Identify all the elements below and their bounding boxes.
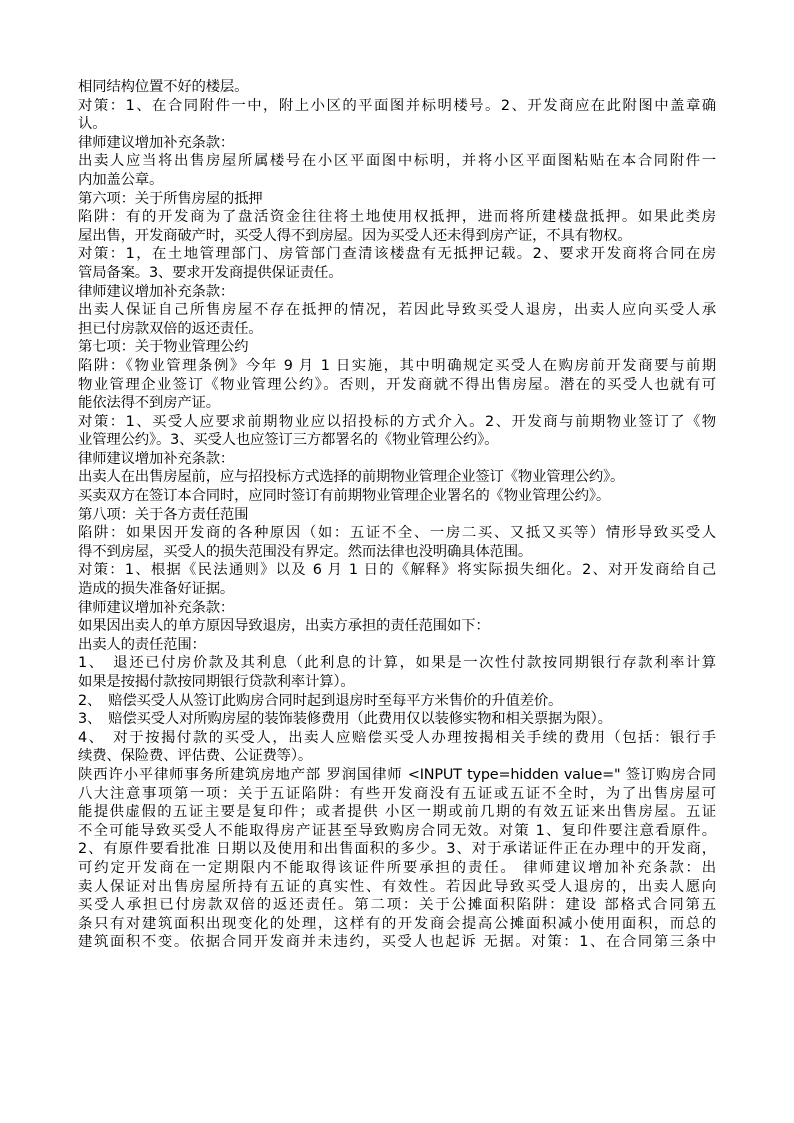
text-line: 律师建议增加补充条款： <box>78 599 235 616</box>
text-line: 2、有原件要看批准 日期以及使用和出售面积的多少。3、对于承诺证件正在办理中的开发商， <box>78 841 716 858</box>
text-line: 业管理公约》。3、买受人也应签订三方都署名的《物业管理公约》。 <box>78 432 499 449</box>
text-line: 屋出售，开发商破产时，买受人得不到房屋。因为买受人还未得到房产证，不具有物权。 <box>78 227 632 244</box>
text-line: 陷阱：《物业管理条例》今年 9 月 1 日实施，其中明确规定买受人在购房前开发商要与前期 <box>78 357 716 374</box>
text-line: 陕西许小平律师事务所建筑房地产部 罗润国律师 <INPUT type=hidden value=" 签订购房合同 <box>78 766 716 783</box>
text-line: 出卖人保证自己所售房屋不存在抵押的情况，若因此导致买受人退房，出卖人应向买受人承 <box>78 302 716 319</box>
text-line: 1、 退还已付房价款及其利息（此利息的计算，如果是一次性付款按同期银行存款利率计算 <box>78 655 716 672</box>
text-line: 对策：1，在土地管理部门、房管部门查清该楼盘有无抵押记载。2、要求开发商将合同在房 <box>78 246 716 263</box>
text-line: 出卖人应当将出售房屋所属楼号在小区平面图中标明，并将小区平面图粘贴在本合同附件一 <box>78 153 716 170</box>
text-line: 出卖人在出售房屋前，应与招投标方式选择的前期物业管理企业签订《物业管理公约》。 <box>78 469 625 486</box>
text-line: 第七项：关于物业管理公约 <box>78 339 249 356</box>
text-line: 八大注意事项第一项：关于五证陷阱：有些开发商没有五证或五证不全时，为了出售房屋可 <box>78 785 716 802</box>
text-line: 能提供虚假的五证主要是复印件；或者提供 小区一期或前几期的有效五证来出售房屋。五证 <box>78 804 716 821</box>
text-line: 管局备案。3、要求开发商提供保证责任。 <box>78 264 343 281</box>
text-line: 内加盖公章。 <box>78 171 164 188</box>
text-line: 不全可能导致买受人不能取得房产证甚至导致购房合同无效。对策 1、复印件要注意看原件。 <box>78 822 716 839</box>
text-line: 能依法得不到房产证。 <box>78 395 220 412</box>
text-line: 相同结构位置不好的楼层。 <box>78 79 249 95</box>
text-line: 第八项：关于各方责任范围 <box>78 506 249 523</box>
text-line: 对策：1、在合同附件一中，附上小区的平面图并标明楼号。2、开发商应在此附图中盖章确 <box>78 97 716 114</box>
text-line: 得不到房屋，买受人的损失范围没有界定。然而法律也没明确具体范围。 <box>78 543 533 560</box>
text-line: 2、 赔偿买受人从签订此购房合同时起到退房时至每平方米售价的升值差价。 <box>78 692 563 709</box>
text-line: 卖人保证对出售房屋所持有五证的真实性、有效性。若因此导致买受人退房的，出卖人愿向 <box>78 878 716 895</box>
text-line: 3、 赔偿买受人对所购房屋的装饰装修费用（此费用仅以装修实物和相关票据为限）。 <box>78 711 612 728</box>
text-line: 条只有对建筑面积出现变化的处理，这样有的开发商会提高公摊面积减小使用面积，而总的 <box>78 915 716 932</box>
text-line: 律师建议增加补充条款： <box>78 450 235 467</box>
text-line: 律师建议增加补充条款： <box>78 134 235 151</box>
text-line: 买卖双方在签订本合同时，应同时签订有前期物业管理企业署名的《物业管理公约》。 <box>78 488 611 505</box>
text-line: 续费、保险费、评估费、公证费等）。 <box>78 748 313 765</box>
text-line: 可约定开发商在一定期限内不能取得该证件所要承担的责任。 律师建议增加补充条款：出 <box>78 859 716 876</box>
text-line: 律师建议增加补充条款： <box>78 283 235 300</box>
text-line: 认。 <box>78 116 107 133</box>
text-line: 陷阱：如果因开发商的各种原因（如：五证不全、一房二买、又抵又买等）情形导致买受人 <box>78 525 716 542</box>
document-page <box>78 78 716 952</box>
text-line: 造成的损失准备好证据。 <box>78 581 235 598</box>
text-line: 如果因出卖人的单方原因导致退房，出卖方承担的责任范围如下： <box>78 618 490 635</box>
text-line: 对策：1、根据《民法通则》以及 6 月 1 日的《解释》将实际损失细化。2、对开发商给自己 <box>78 562 716 579</box>
text-line: 物业管理企业签订《物业管理公约》。否则，开发商就不得出售房屋。潜在的买受人也就有可 <box>78 376 716 393</box>
text-line: 如果是按揭付款按同期银行贷款利率计算）。 <box>78 674 355 690</box>
text-line: 出卖人的责任范围： <box>78 636 206 653</box>
text-line: 担已付房款双倍的返还责任。 <box>78 320 263 337</box>
text-line: 第六项：关于所售房屋的抵押 <box>78 190 263 207</box>
text-line: 建筑面积不变。依据合同开发商并未违约，买受人也起诉 无据。对策：1、在合同第三条中 <box>78 934 716 951</box>
text-line: 陷阱：有的开发商为了盘活资金往往将土地使用权抵押，进而将所建楼盘抵押。如果此类房 <box>78 209 716 226</box>
text-line: 买受人承担已付房款双倍的返还责任。第二项：关于公摊面积陷阱：建设 部格式合同第五 <box>78 897 716 914</box>
text-line: 对策：1、买受人应要求前期物业应以招投标的方式介入。2、开发商与前期物业签订了《物 <box>78 413 716 430</box>
text-line: 4、 对于按揭付款的买受人，出卖人应赔偿买受人办理按揭相关手续的费用（包括：银行手 <box>78 729 716 746</box>
